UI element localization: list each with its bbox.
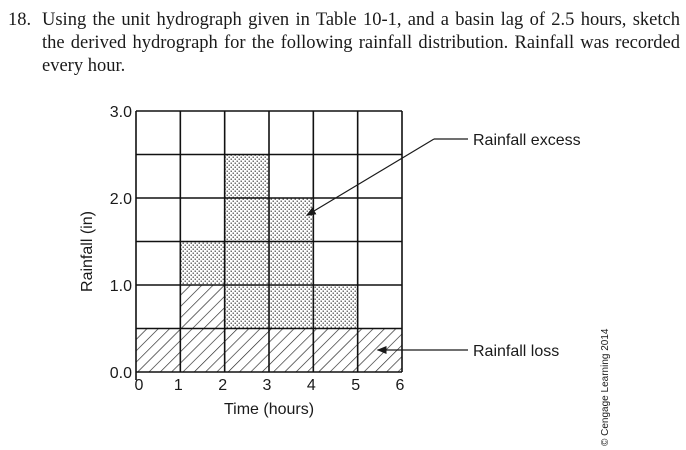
label-rainfall-excess: Rainfall excess [473, 132, 581, 149]
rainfall-loss-bar [225, 329, 269, 373]
rainfall-loss-bar [269, 329, 313, 373]
label-rainfall-loss: Rainfall loss [473, 343, 560, 360]
copyright-credit: © Cengage Learning 2014 [600, 328, 611, 446]
x-tick-label: 3 [262, 377, 272, 394]
x-tick-label: 2 [218, 377, 228, 394]
y-tick-label: 2.0 [109, 191, 132, 208]
y-axis-title: Rainfall (in) [79, 211, 96, 292]
problem-text: Using the unit hydrograph given in Table 10-1, and a basin lag of 2.5 hours, sketch the derived hydrograph for the following rainfall distribution. Rainfall was recorded every hour. [42, 10, 680, 76]
x-tick-label: 1 [173, 377, 183, 394]
y-tick-label: 3.0 [109, 104, 132, 121]
excess-arrow [307, 139, 434, 215]
y-tick-label: 1.0 [109, 278, 132, 295]
x-axis-title: Time (hours) [223, 401, 315, 418]
rainfall-excess-bar [180, 242, 224, 286]
x-tick-label: 6 [395, 377, 405, 394]
problem-number: 18. [8, 10, 32, 30]
y-tick-label: 0.0 [109, 365, 132, 382]
x-tick-label: 5 [351, 377, 361, 394]
rainfall-loss-bar [136, 329, 180, 373]
rainfall-loss-bar [313, 329, 357, 373]
x-tick-label: 4 [306, 377, 316, 394]
rainfall-excess-bar [313, 285, 357, 329]
x-tick-label: 0 [134, 377, 144, 394]
rainfall-excess-bar [269, 198, 313, 329]
